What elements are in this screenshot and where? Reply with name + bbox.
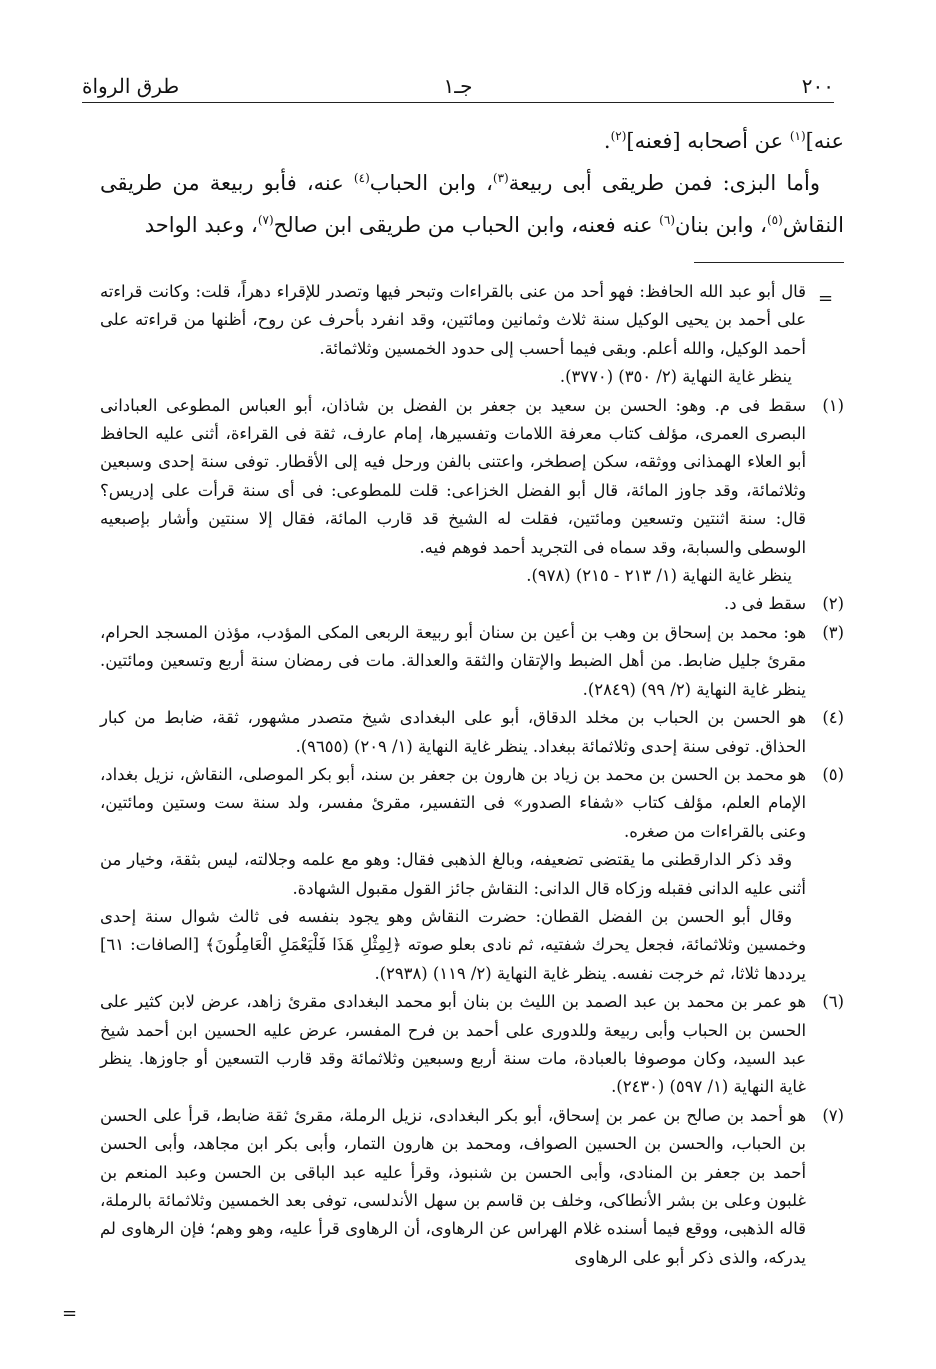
footnote-number: (٢) <box>822 594 844 614</box>
running-header <box>82 68 834 102</box>
footnote-text: ينظر غاية النهاية (٢/ ٣٥٠) (٣٧٧٠). <box>559 367 792 387</box>
footnotes <box>100 278 844 1272</box>
footnote-text: ينظر غاية النهاية (١/ ٢١٣ - ٢١٥) (٩٧٨). <box>526 566 792 586</box>
footnote-text: قال أبو عبد الله الحافظ: فهو أحد من عنى بالقراءات وتبحر فيها وتصدر للإقراء دهراً، قلت: وكانت قراءته على أحمد بن يحيى الوكيل سنة ثلاث وثمانين ومائتين، وقد انفرد بأحرف عن روح، أظنها من قراءته على أحمد الوكيل، والله أعلم. وبقى فيما أحسب إلى حدود الخمسين وثلاثمائة. <box>100 282 806 358</box>
header-rule <box>82 102 834 103</box>
footnote-number: (١) <box>822 395 844 415</box>
footnote <box>100 278 844 392</box>
footnote-number: (٤) <box>822 708 844 728</box>
footnote-separator <box>694 262 844 263</box>
continuation-marker-bottom: = <box>62 1303 78 1324</box>
footnote-number: (٧) <box>822 1105 844 1125</box>
footnote <box>100 619 844 704</box>
main-paragraph-1: عنه]$^{(١)}$ عن أصحابه [فعنه]$^{(٢)}$. <box>603 129 844 153</box>
footnote-text: هو عمر بن محمد بن عبد الصمد بن الليث بن بنان أبو محمد البغدادى مقرئ زاهد، عرض لابن كثير على الحسن بن الحباب وأبى ربيعة وللدورى على أحمد بن فرح المفسر، عرض عليه الحسين ابن أحمد شيخ عبد السيد، وكان موصوفا بالعبادة، مات سنة أربع وسبعين وثلاثمائة وقد قارب التسعين أو جاوزها. ينظر غاية النهاية (١/ ٥٩٧) (٢٤٣٠). <box>100 992 806 1097</box>
main-text <box>100 120 844 246</box>
footnote-text: سقط فى د. <box>723 594 806 614</box>
footnote-text: وقال أبو الحسن بن الفضل القطان: حضرت النقاش وهو يجود بنفسه فى ثالث شوال سنة إحدى وخمسين وثلاثمائة، فجعل يحرك شفتيه، ثم نادى بعلو صوته ﴿لِمِثْلِ هَذَا فَلْيَعْمَلِ الْعَامِلُونَ﴾ [الصافات: ٦١] يرددها ثلاثا، ثم خرجت نفسه. ينظر غاية النهاية (٢/ ١١٩) (٢٩٣٨). <box>100 906 806 983</box>
continuation-marker-top: = <box>818 288 834 309</box>
footnote <box>100 392 844 591</box>
main-paragraph-2: وأما البزى: فمن طريقى أبى ربيعة$^{(٣)}$، وابن الحباب$^{(٤)}$ عنه، فأبو ربيعة من طريقى النقاش$^{(٥)}$، وابن بنان$^{(٦)}$ عنه فعنه، وابن الحباب من طريقى ابن صالح$^{(٧)}$، وعبد الواحد <box>100 171 844 237</box>
running-title: طرق الرواة <box>82 74 180 98</box>
footnote-text: وقد ذكر الدارقطنى ما يقتضى تضعيفه، وبالغ الذهبى فقال: وهو مع علمه وجلالته، ليس بثقة، وخيار من أثنى عليه الدانى فقبله وزكاه قال الدانى: النقاش جائز القول مقبول الشهادة. <box>100 850 806 898</box>
footnote-text: سقط فى م. وهو: الحسن بن سعيد بن جعفر بن الفضل بن شاذان، أبو العباس المطوعى العبادانى البصرى العمرى، مؤلف كتاب معرفة اللامات وتفسيرها، إمام عارف، ثقة فى القراءة، أثنى عليه الحافظ أبو العلاء الهمذانى ووثقه، سكن إصطخر، واعتنى بالفن ورحل فيه إلى الأقطار. توفى سنة إحدى وسبعين وثلاثمائة، وقد جاوز المائة، قال أبو الفضل الخزاعى: قلت للمطوعى: فى أى سنة قرأت على إدريس؟ قال: سنة اثنتين وتسعين ومائتين، فقلت له الشيخ قد قارب المائة، فقال إلا سنتين وأشار بإصبعيه الوسطى والسبابة، وقد سماه فى التجريد أحمد فوهم فيه. <box>100 395 806 557</box>
footnote-number: (٣) <box>822 622 844 642</box>
footnote-text: هو: محمد بن إسحاق بن وهب بن أعين بن سنان أبو ربيعة الربعى المكى المؤدب، مؤذن المسجد الحرام، مقرئ جليل ضابط. من أهل الضبط والإتقان والثقة والعدالة. مات فى رمضان سنة أربع وتسعين ومائتين. ينظر غاية النهاية (٢/ ٩٩) (٢٨٤٩). <box>100 622 806 699</box>
footnote-text: هو أحمد بن صالح بن عمر بن إسحاق، أبو بكر البغدادى، نزيل الرملة، مقرئ ثقة ضابط، قرأ على الحسن بن الحباب، والحسن بن الحسين الصواف، ومحمد بن هارون التمار، وأبى بكر ابن مجاهد، وأبى الحسن أحمد بن جعفر بن المنادى، وأبى الحسن بن شنبوذ، وقرأ عليه عبد الباقى بن الحسن وعبد المنعم بن غلبون وعلى بن بشر الأنطاكى، وخلف بن قاسم بن سهل الأندلسى، توفى بعد الخمسين وثلاثمائة بالرملة، قاله الذهبى، ووقع فيما أسنده غلام الهراس عن الرهاوى، أن الرهاوى قرأ عليه، وهو وهم؛ فإن الرهاوى لم يدركه، والذى ذكر أبو على الرهاوى <box>100 1105 806 1267</box>
footnote-number: (٥) <box>822 764 844 784</box>
volume-label: جـ١ <box>443 74 473 98</box>
footnote <box>100 590 844 618</box>
footnote-text: هو الحسن بن الحباب بن مخلد الدقاق، أبو على البغدادى شيخ متصدر مشهور، ثقة، ضابط من كبار الحذاق. توفى سنة إحدى وثلاثمائة ببغداد. ينظر غاية النهاية (١/ ٢٠٩) (٩٦٥٥). <box>100 708 806 756</box>
footnote-text: هو محمد بن الحسن بن محمد بن زياد بن هارون بن جعفر بن سند، أبو بكر الموصلى، النقاش، نزيل بغداد، الإمام العلم، مؤلف كتاب «شفاء الصدور» فى التفسير، مقرئ مفسر، ولد سنة ست وستين ومائتين، وعنى بالقراءات من صغره. <box>100 764 806 841</box>
footnote <box>100 988 844 1102</box>
footnote <box>100 704 844 761</box>
footnote-number: (٦) <box>822 992 844 1012</box>
page-number: ٢٠٠ <box>801 74 834 98</box>
footnote <box>100 1102 844 1272</box>
footnote <box>100 761 844 988</box>
